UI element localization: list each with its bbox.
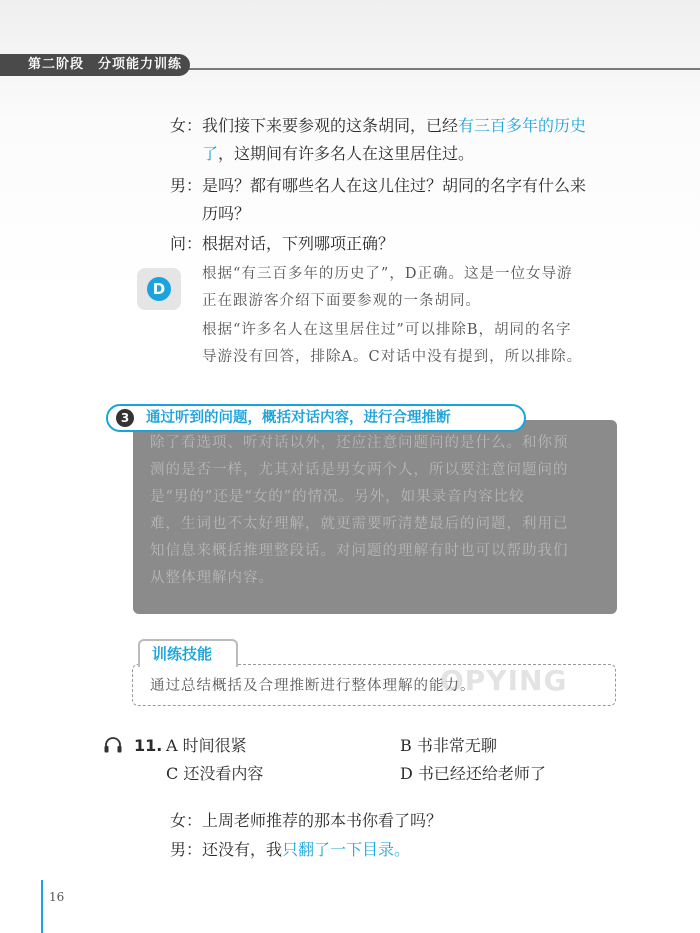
option-c[interactable]: C 还没看内容 [166,764,264,783]
dialog2-highlight: 只翻了一下目录。 [282,840,411,859]
answer-line-4: 导游没有回答，排除A。C对话中没有提到，所以排除。 [202,349,583,365]
answer-badge [137,268,181,310]
dialog2-man-text: 男：还没有，我 [170,840,283,859]
dialog2-woman: 女：上周老师推荐的那本书你看了吗？ [170,811,443,830]
section3-body [150,430,610,592]
dialog2-man [170,838,410,862]
skills-title: 训练技能 [152,645,213,663]
dialog-woman-text: 女：我们接下来要参观的这条胡同，已经 [170,116,459,135]
skills-text: 通过总结概括及合理推断进行整体理解的能力。 [150,678,476,694]
section3-number: 3 [116,409,134,427]
section3-line: 测的是否一样，尤其对话是男女两个人，所以要注意问题问的 [150,462,569,478]
skills-tab [138,639,238,667]
section3-line: 除了看选项、听对话以外，还应注意问题问的是什么。和你预 [150,435,569,451]
dialog-woman-text-cont: ，这期间有许多名人在这里居住过。 [218,144,475,163]
section3-line: 从整体理解内容。 [150,570,274,586]
question-number: 11. [134,736,163,755]
question-line: 问：根据对话，下列哪项正确？ [170,234,395,253]
footer-rule [41,880,43,933]
answer-line-3: 根据“许多名人在这里居住过”可以排除B，胡同的名字 [202,322,572,338]
dialog-highlight: 有三百多年的历史 [458,116,587,135]
headphones-icon[interactable] [104,737,122,753]
dialog-man-line-2: 历吗？ [202,204,251,223]
answer-letter: D [147,277,171,301]
section3-heading [106,404,526,432]
section3-line: 是“男的”还是“女的”的情况。另外，如果录音内容比较 [150,489,525,505]
page-number: 16 [49,890,65,904]
section3-title: 通过听到的问题，概括对话内容，进行合理推断 [146,410,451,426]
section-header: 第二阶段 分项能力训练 [0,54,190,76]
dialog-highlight-cont: 了 [202,144,219,163]
dialog-woman-line-2 [202,142,474,166]
watermark: OPYING [440,664,568,697]
dialog-woman-line-1 [170,114,586,138]
option-b[interactable]: B 书非常无聊 [400,736,497,755]
answer-line-2: 正在跟游客介绍下面要参观的一条胡同。 [202,293,481,309]
section3-line: 难，生词也不太好理解，就更需要听清楚最后的问题，利用已 [150,516,569,532]
option-d[interactable]: D 书已经还给老师了 [400,764,546,783]
dialog-man-line-1: 男：是吗？都有哪些名人在这儿住过？胡同的名字有什么来 [170,176,587,195]
section3-line: 知信息来概括推理整段话。对问题的理解有时也可以帮助我们 [150,543,569,559]
option-a[interactable]: A 时间很紧 [166,736,247,755]
answer-line-1: 根据“有三百多年的历史了”，D正确。这是一位女导游 [202,266,573,282]
